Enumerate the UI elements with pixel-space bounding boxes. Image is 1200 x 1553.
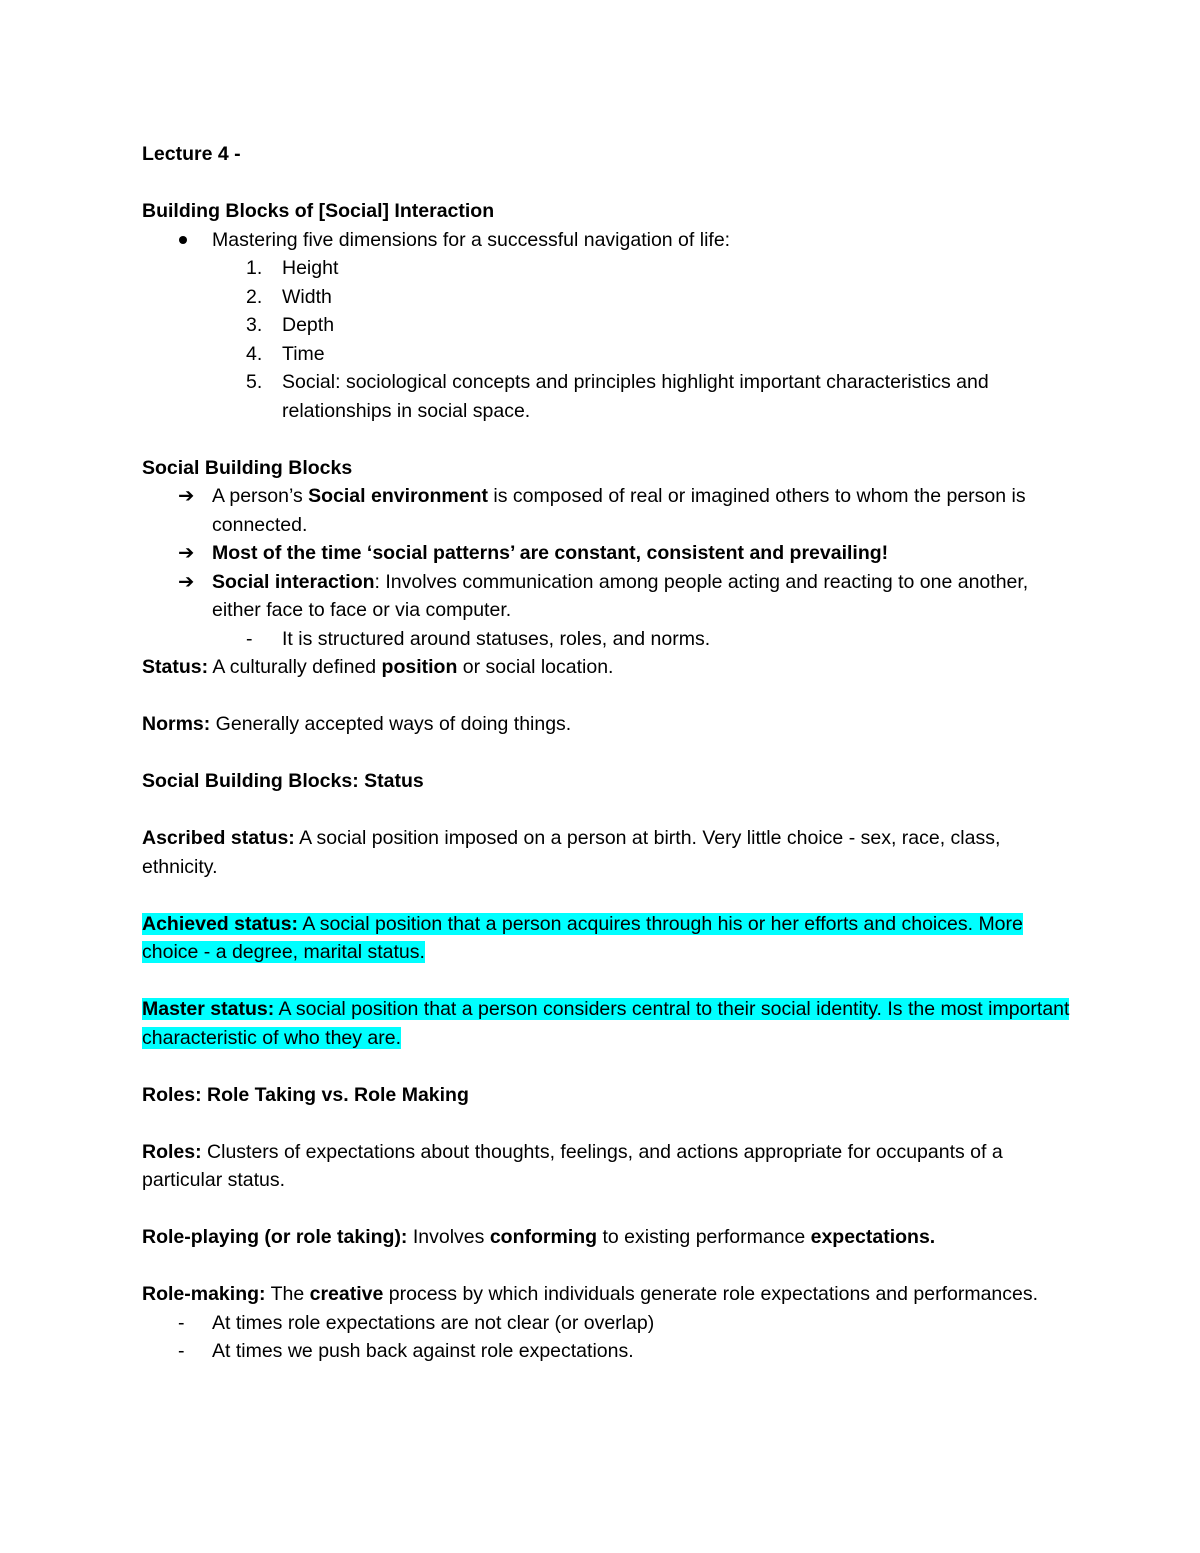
dash-marker: - [178, 1340, 185, 1362]
definition-bold: conforming [489, 1226, 598, 1248]
section-heading-status: Social Building Blocks: Status [142, 770, 424, 792]
dash-item [142, 1309, 1072, 1338]
definition-text: Involves [407, 1226, 490, 1248]
definition-text: A culturally defined [208, 656, 382, 678]
definition-bold: expectations. [810, 1226, 936, 1248]
dash-marker: - [178, 1311, 185, 1334]
achieved-status-definition [142, 910, 1072, 967]
master-status-definition [142, 995, 1072, 1052]
status-definition [142, 653, 1072, 682]
term-label: Ascribed status: [142, 827, 295, 849]
item-number: 4. [246, 342, 263, 365]
definition-bold: creative [309, 1283, 384, 1305]
arrow-icon: ➔ [178, 485, 195, 507]
role-making-definition [142, 1280, 1072, 1309]
definition-text: process by which individuals generate role expectations and performances. [383, 1283, 1039, 1305]
numbered-item-2 [142, 283, 1072, 312]
dash-item [142, 1337, 1072, 1366]
arrow-text-post: : Involves communication among people acting and reacting to one another, either face to face or via computer. [212, 570, 1029, 621]
arrow-item-3 [142, 568, 1072, 625]
definition-text: A social position that a person acquires through his or her efforts and choices. More choice - a degree, marital status. [142, 912, 1023, 963]
item-number: 5. [246, 371, 263, 393]
term-label: Master status: [142, 998, 275, 1020]
section-heading-social-building-blocks: Social Building Blocks [142, 456, 353, 479]
arrow-text-pre: A person’s [212, 485, 309, 507]
ascribed-status-definition [142, 824, 1072, 881]
term-label: Status: [142, 656, 209, 678]
item-text: Social: sociological concepts and principles highlight important characteristics and relationships in social space. [282, 371, 989, 422]
arrow-text-bold: Social environment [308, 485, 489, 507]
section-heading-roles: Roles: Role Taking vs. Role Making [142, 1083, 469, 1106]
dash-text: At times role expectations are not clear (or overlap) [212, 1311, 655, 1334]
numbered-item-3 [142, 311, 1072, 340]
definition-text: Generally accepted ways of doing things. [210, 713, 572, 735]
definition-text: to existing performance [597, 1226, 811, 1248]
term-label: Role-playing (or role taking): [142, 1226, 408, 1248]
numbered-item-4 [142, 340, 1072, 369]
definition-text: The [265, 1283, 310, 1305]
norms-definition [142, 710, 1072, 739]
dash-text: It is structured around statuses, roles, and norms. [282, 627, 711, 650]
roles-definition [142, 1138, 1072, 1195]
numbered-item-5 [142, 368, 1072, 425]
term-label: Roles: [142, 1140, 202, 1163]
lecture-title: Lecture 4 - [142, 143, 241, 165]
arrow-text-bold: Social interaction [212, 570, 375, 593]
dash-item [142, 625, 1072, 654]
arrow-icon: ➔ [178, 570, 195, 593]
definition-text: A social position imposed on a person at birth. Very little choice - sex, race, class, ethnicity. [142, 827, 1001, 878]
item-text: Depth [282, 314, 335, 336]
definition-text: Clusters of expectations about thoughts, feelings, and actions appropriate for occupants of a particular status. [142, 1140, 1003, 1191]
item-number: 3. [246, 314, 263, 336]
definition-bold: position [381, 656, 458, 678]
arrow-item-1 [142, 482, 1072, 539]
item-text: Time [282, 342, 325, 365]
item-number: 1. [246, 257, 263, 279]
item-number: 2. [246, 285, 263, 308]
definition-text: A social position that a person considers central to their social identity. Is the most important characteristic of who they are. [142, 998, 1070, 1049]
arrow-item-2 [142, 539, 1072, 568]
document-page [142, 140, 1072, 1366]
item-text: Height [282, 257, 339, 279]
term-label: Achieved status: [142, 912, 299, 935]
definition-text: or social location. [457, 656, 614, 678]
numbered-item-1 [142, 254, 1072, 283]
arrow-text-bold: Most of the time ‘social patterns’ are constant, consistent and prevailing! [212, 542, 889, 564]
highlight [142, 998, 1069, 1049]
arrow-icon: ➔ [178, 542, 195, 564]
role-playing-definition [142, 1223, 1072, 1252]
section-heading-building-blocks: Building Blocks of [Social] Interaction [142, 200, 495, 222]
bullet-item [142, 226, 1072, 255]
highlight [142, 913, 1023, 964]
bullet-icon [179, 236, 187, 244]
arrow-text-post: is composed of real or imagined others to whom the person is connected. [212, 485, 1026, 536]
dash-text: At times we push back against role expectations. [212, 1340, 634, 1362]
term-label: Role-making: [142, 1283, 266, 1305]
term-label: Norms: [142, 713, 211, 735]
dash-marker: - [246, 627, 253, 650]
bullet-text: Mastering five dimensions for a successful navigation of life: [212, 228, 731, 251]
item-text: Width [282, 285, 332, 308]
